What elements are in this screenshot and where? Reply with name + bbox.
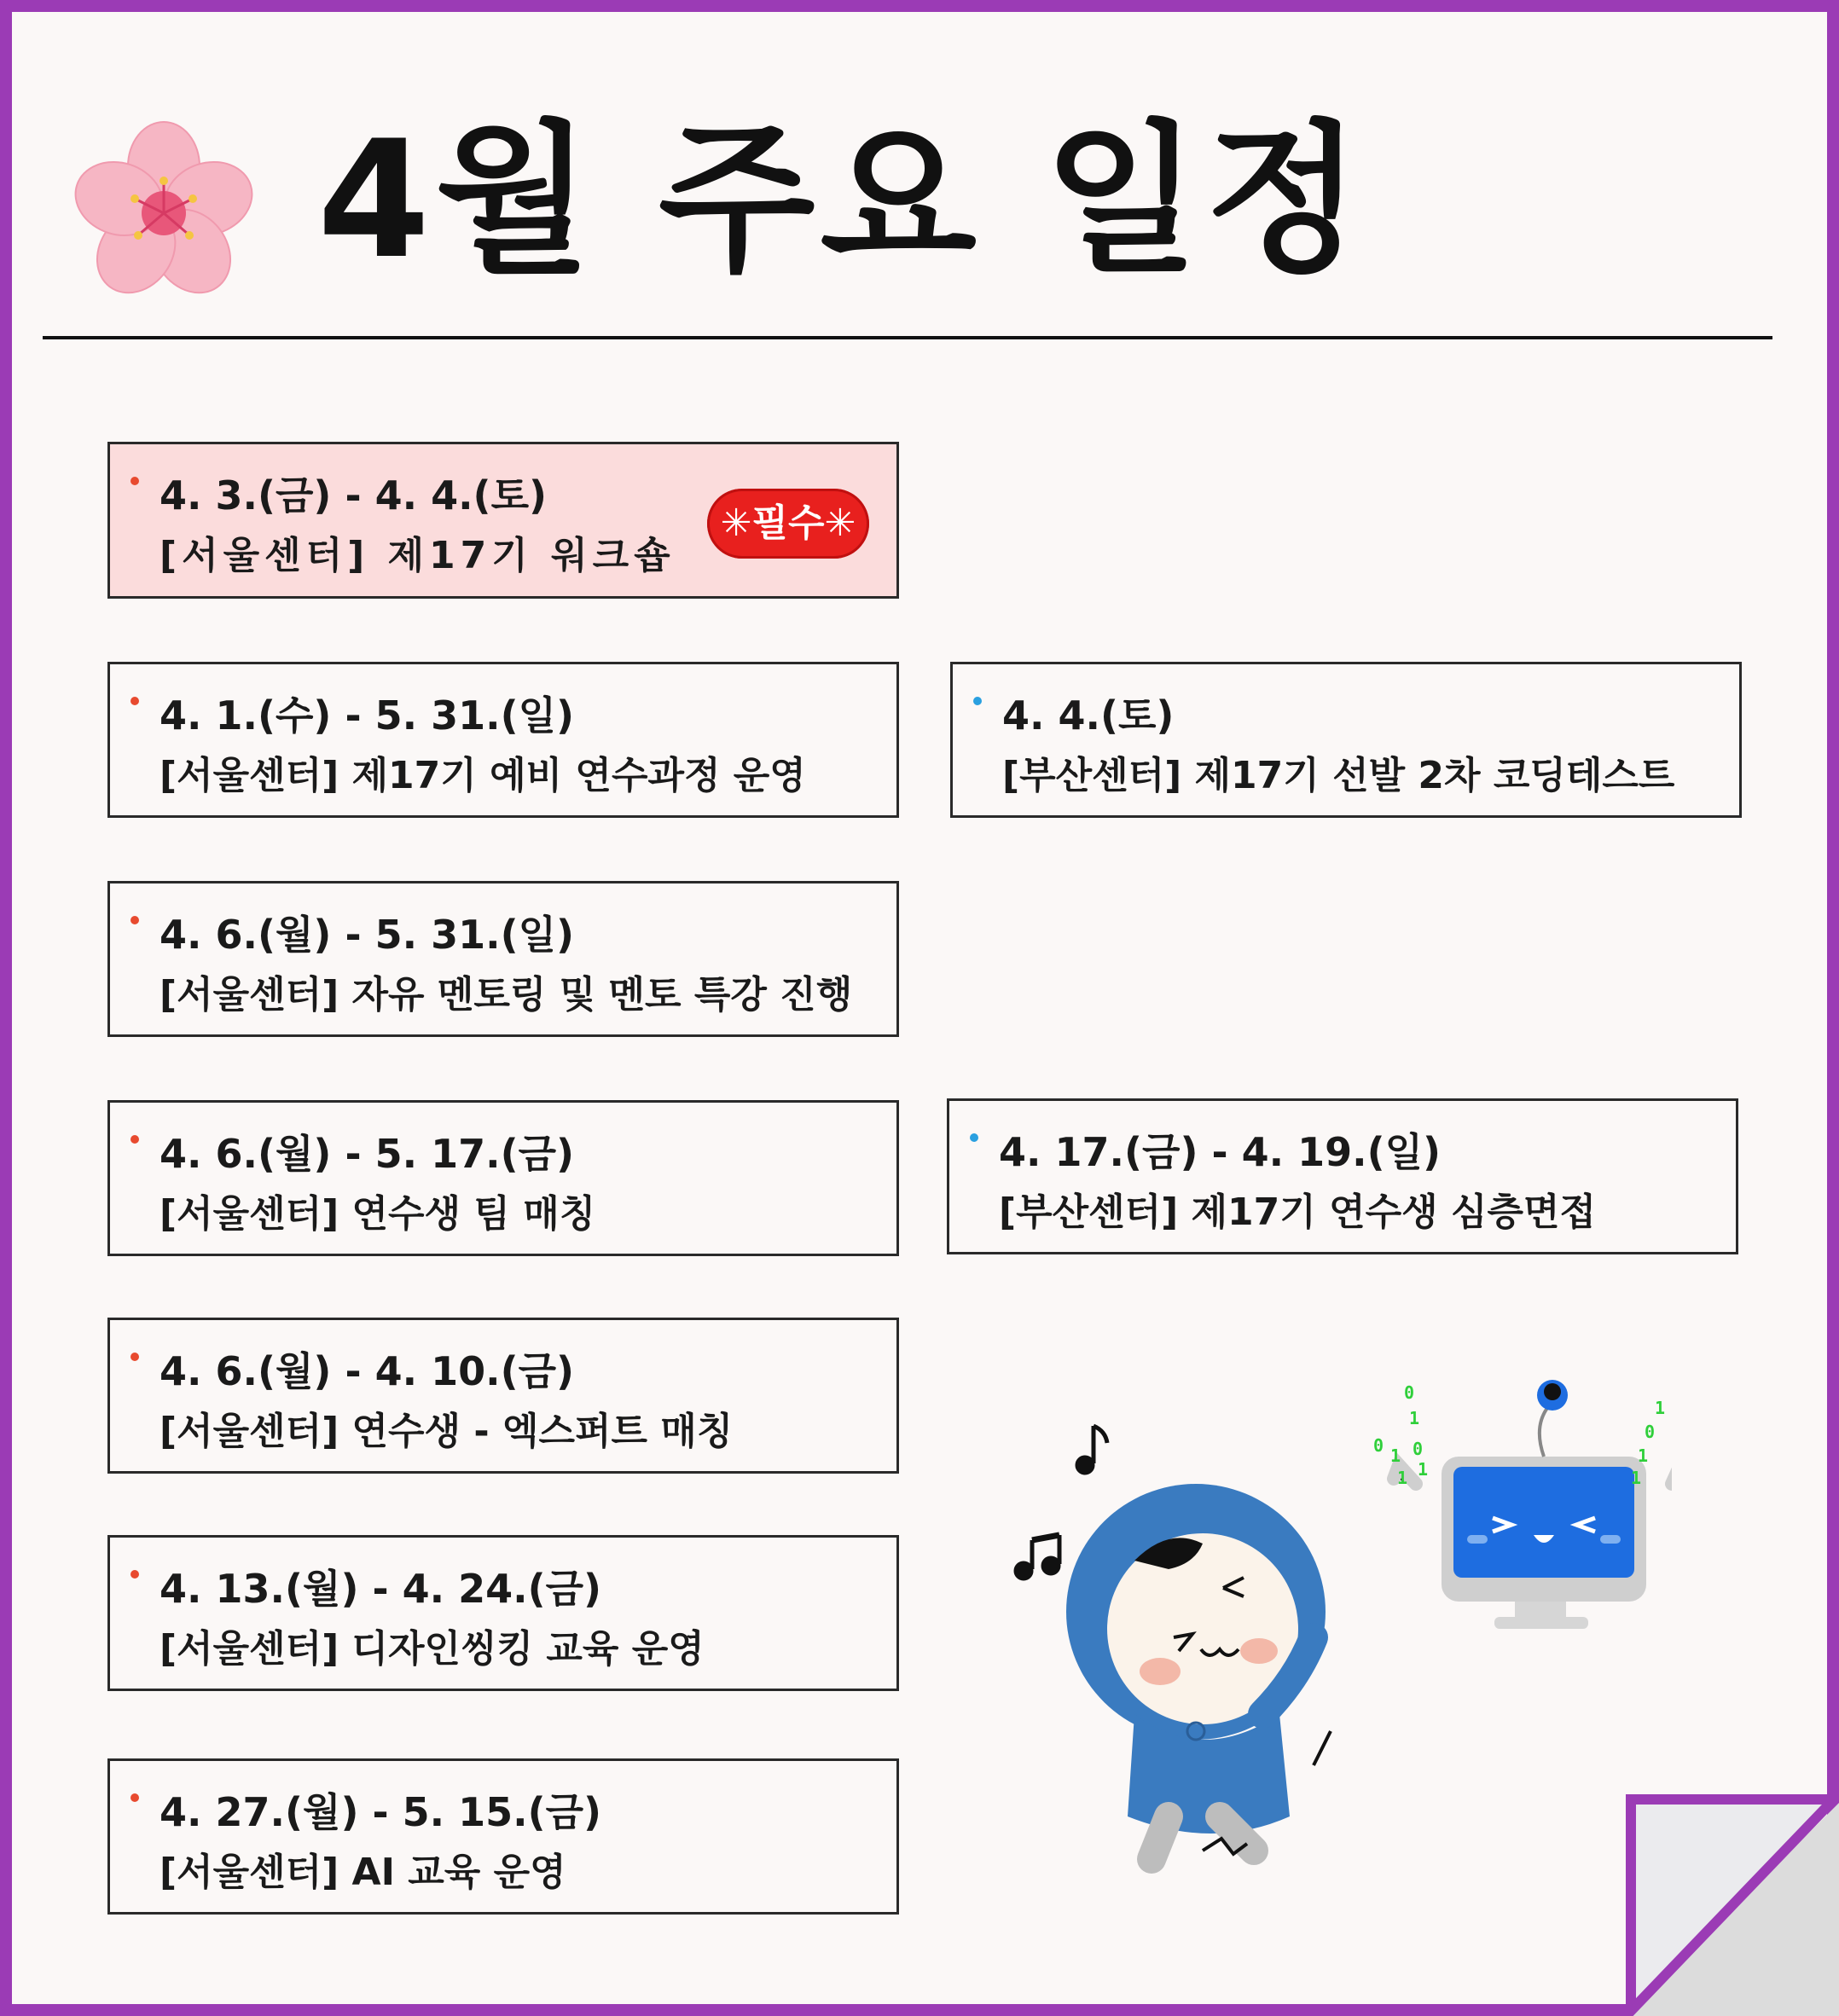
cherry-blossom-icon	[61, 119, 266, 307]
event-card	[107, 442, 899, 599]
event-date: 4. 6.(월) - 5. 31.(일)	[160, 912, 575, 958]
event-description: [서울센터] 제17기 예비 연수과정 운영	[160, 754, 806, 797]
svg-text:1: 1	[1638, 1445, 1649, 1466]
svg-text:0: 0	[1645, 1422, 1656, 1442]
svg-text:1: 1	[1655, 1398, 1666, 1418]
event-description: [서울센터] 연수생 팀 매칭	[160, 1192, 596, 1236]
event-description: [서울센터] 디자인씽킹 교육 운영	[160, 1627, 705, 1671]
event-description: [서울센터] 자유 멘토링 및 멘토 특강 진행	[160, 973, 853, 1017]
event-card	[107, 1535, 899, 1691]
bullet	[131, 1135, 139, 1144]
svg-text:1: 1	[1418, 1459, 1429, 1480]
event-card	[950, 662, 1742, 818]
event-date: 4. 27.(월) - 5. 15.(금)	[160, 1789, 602, 1835]
event-date: 4. 4.(토)	[1002, 692, 1175, 739]
bullet	[131, 1353, 139, 1361]
event-card	[107, 662, 899, 818]
bullet	[131, 916, 139, 924]
bullet	[973, 697, 982, 705]
event-card	[947, 1098, 1738, 1254]
svg-text:1: 1	[1631, 1468, 1642, 1488]
bullet	[131, 477, 139, 485]
event-description: [서울센터] 제17기 워크숍	[160, 534, 676, 577]
page-curl-icon	[1626, 1794, 1839, 2016]
required-badge: ✳필수✳	[707, 489, 869, 559]
event-description: [서울센터] 연수생 - 엑스퍼트 매칭	[160, 1410, 734, 1453]
event-description: [서울센터] AI 교육 운영	[160, 1851, 566, 1894]
computer-character-illustration	[1373, 1380, 1672, 1629]
svg-text:0: 0	[1404, 1382, 1415, 1403]
event-card	[107, 1318, 899, 1474]
svg-text:1: 1	[1409, 1408, 1420, 1428]
event-description: [부산센터] 제17기 선발 2차 코딩테스트	[1002, 754, 1675, 797]
event-date: 4. 13.(월) - 4. 24.(금)	[160, 1566, 602, 1612]
bullet	[970, 1133, 978, 1142]
svg-text:0: 0	[1373, 1435, 1384, 1456]
svg-text:0: 0	[1413, 1439, 1424, 1459]
event-date: 4. 6.(월) - 4. 10.(금)	[160, 1348, 575, 1394]
bullet	[131, 1570, 139, 1579]
svg-text:1: 1	[1397, 1468, 1408, 1488]
svg-text:1: 1	[1390, 1445, 1401, 1466]
event-date: 4. 1.(수) - 5. 31.(일)	[160, 692, 575, 739]
title-divider	[43, 336, 1772, 339]
page-title: 4월 주요 일정	[317, 106, 1367, 294]
event-card	[107, 1758, 899, 1915]
event-date: 4. 3.(금) - 4. 4.(토)	[160, 472, 548, 518]
mascot-illustration	[1007, 1356, 1672, 1885]
bullet	[131, 1793, 139, 1802]
hooded-character-illustration	[1066, 1484, 1331, 1859]
bullet	[131, 697, 139, 705]
event-description: [부산센터] 제17기 연수생 심층면접	[999, 1190, 1596, 1234]
event-date: 4. 6.(월) - 5. 17.(금)	[160, 1131, 575, 1177]
event-card	[107, 1100, 899, 1256]
event-date: 4. 17.(금) - 4. 19.(일)	[999, 1129, 1442, 1175]
event-card	[107, 881, 899, 1037]
